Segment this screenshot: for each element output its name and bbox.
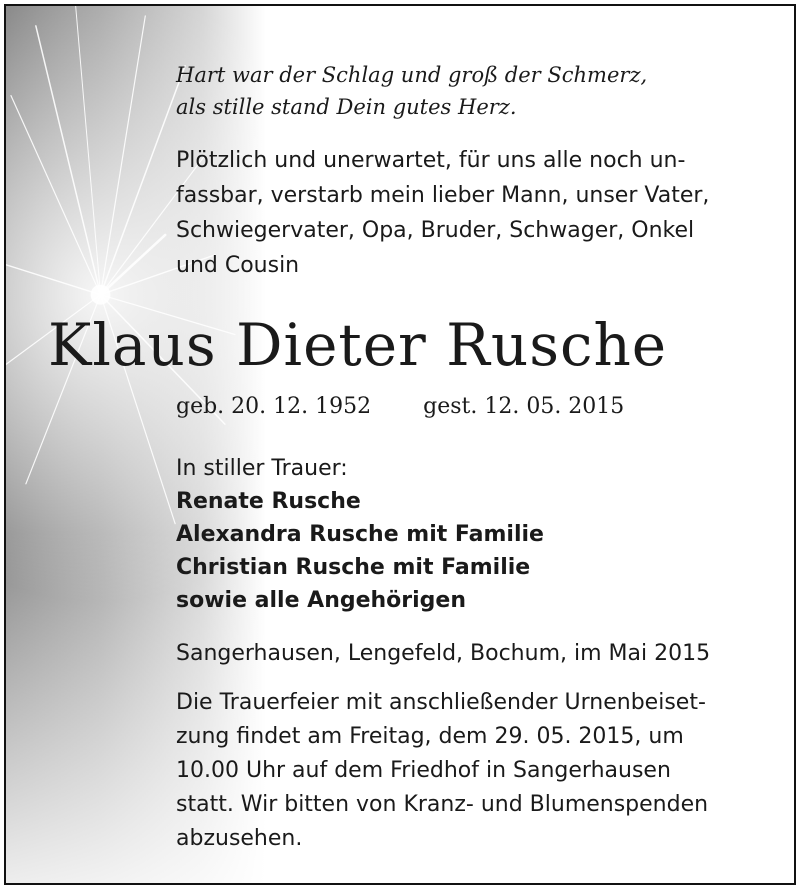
deceased-name: Klaus Dieter Rusche bbox=[48, 311, 668, 379]
mourner-2: Alexandra Rusche mit Familie bbox=[176, 522, 544, 547]
place-date: Sangerhausen, Lengefeld, Bochum, im Mai 2015 bbox=[176, 641, 711, 666]
funeral-line-2: zung findet am Freitag, dem 29. 05. 2015, um bbox=[176, 724, 684, 749]
funeral-line-4: statt. Wir bitten von Kranz- und Blumenspenden bbox=[176, 792, 709, 817]
funeral-line-3: 10.00 Uhr auf dem Friedhof in Sangerhausen bbox=[176, 758, 671, 783]
obituary-notice bbox=[4, 4, 796, 885]
funeral-line-1: Die Trauerfeier mit anschließender Urnenbeiset- bbox=[176, 690, 706, 715]
funeral-line-5: abzusehen. bbox=[176, 826, 303, 851]
motto-line-1: Hart war der Schlag und groß der Schmerz, bbox=[176, 63, 648, 87]
mourner-4: sowie alle Angehörigen bbox=[176, 588, 467, 613]
motto-line-2: als stille stand Dein gutes Herz. bbox=[176, 95, 517, 119]
life-dates bbox=[176, 394, 624, 419]
death-date: gest. 12. 05. 2015 bbox=[423, 394, 625, 419]
birth-date: geb. 20. 12. 1952 bbox=[176, 394, 372, 419]
intro-line-3: Schwiegervater, Opa, Bruder, Schwager, Onkel bbox=[176, 218, 695, 243]
mourner-1: Renate Rusche bbox=[176, 489, 361, 514]
mourner-3: Christian Rusche mit Familie bbox=[176, 555, 531, 580]
intro-line-2: fassbar, verstarb mein lieber Mann, unser Vater, bbox=[176, 183, 710, 208]
intro-line-1: Plötzlich und unerwartet, für uns alle noch un- bbox=[176, 148, 686, 173]
mourning-label: In stiller Trauer: bbox=[176, 456, 348, 481]
intro-line-4: und Cousin bbox=[176, 253, 300, 278]
